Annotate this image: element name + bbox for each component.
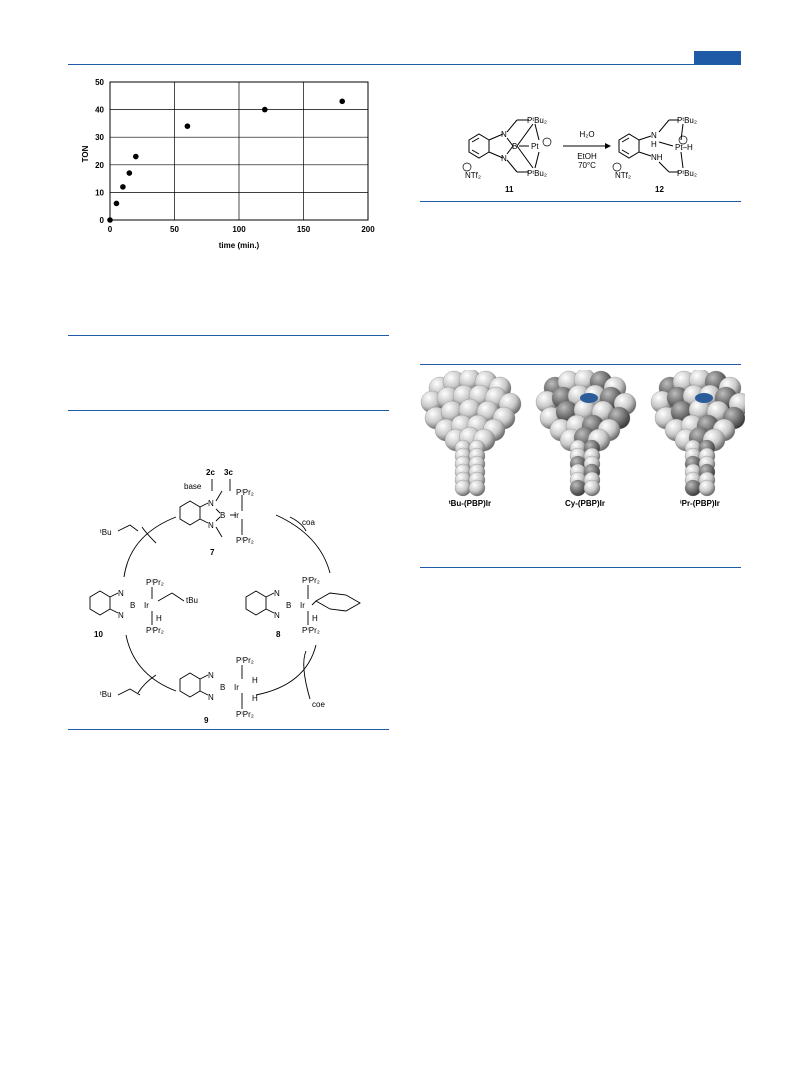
atom-sphere [570,480,586,496]
n-10b: N [118,611,124,620]
data-point [339,99,345,105]
anion-charge-icon-12 [613,163,621,171]
b-8: B [286,601,292,610]
caption-rule-6 [68,729,389,730]
data-point [120,184,126,190]
n-10a: N [118,589,124,598]
coe-label: coe [312,700,325,709]
cation-charge-icon [543,138,551,146]
y-tick-label: 0 [99,216,104,225]
pipr2-10-bottom: PⁱPr₂ [146,626,164,635]
x-tick-label: 150 [296,225,311,234]
compound-11-structure [469,120,539,172]
ptbu2-top-11: PᵗBu₂ [527,116,547,125]
data-point [133,154,139,160]
pipr2-10-top: PⁱPr₂ [146,578,164,587]
base-label: base [184,482,202,491]
cy-pbp-ir-model [536,370,636,496]
cycle-arrow-9-to-10 [126,635,176,691]
model-label-cy: Cy-(PBP)Ir [564,499,606,508]
n-7a: N [208,499,214,508]
atom-sphere [685,480,701,496]
hydrolysis-scheme [455,110,715,200]
data-point [185,123,191,129]
tbu-pbp-ir-model [421,370,521,496]
compound-12-label: 12 [655,185,664,194]
compound-10-label: 10 [94,630,103,639]
tbu-ethane-release-arrow [142,527,156,543]
y-tick-label: 40 [95,105,104,115]
compound-11-label: 11 [505,185,514,194]
tbu-chain-label: tBu [186,596,199,605]
n-label-11a: N [501,130,507,139]
data-point [127,170,133,176]
pth-label-12: Pt–H [675,143,693,152]
ptbu2-top-12: PᵗBu₂ [677,116,697,125]
data-point [262,107,268,113]
arrowhead-icon [605,143,611,149]
ir-10: Ir [144,601,149,610]
model-label-tbu: ᵗBu-(PBP)Ir [448,499,492,508]
caption-rule-5 [420,567,741,568]
h-9b: H [252,694,258,703]
tbu-ethylene-icon [118,689,140,695]
h-9a: H [252,676,258,685]
tbu-alkane-label: ᵗBu [100,528,112,537]
pipr2-8-top: PⁱPr₂ [302,576,320,585]
pipr2-8-bottom: PⁱPr₂ [302,626,320,635]
atom-sphere [699,480,715,496]
y-axis-label: TON [81,145,90,163]
x-tick-label: 200 [361,225,375,234]
compound-7-label: 7 [210,548,215,557]
coa-label: coa [302,518,315,527]
tbu-alkene-label: ᵗBu [100,690,112,699]
y-tick-label: 30 [95,133,104,143]
model-label-ipr: ⁱPr-(PBP)Ir [680,499,720,508]
iridium-center [695,393,713,403]
catalytic-cycle-scheme [80,465,380,725]
reagent-water: H₂O [579,130,595,139]
y-tick-label: 50 [95,78,104,87]
ptbu2-bottom-12: PᵗBu₂ [677,169,697,178]
atom-sphere [455,480,471,496]
ipr-pbp-ir-model [651,370,745,496]
page-header-tab [694,51,741,64]
atom-sphere [584,480,600,496]
n-8b: N [274,611,280,620]
b-10: B [130,601,136,610]
pipr2-9-top: PⁱPr₂ [236,656,254,665]
reagent-2c-label: 2c [206,468,215,477]
data-point [114,201,120,207]
x-axis-label: time (min.) [218,241,260,250]
b-7: B [220,511,226,520]
y-tick-label: 10 [95,188,104,198]
ir-7: Ir [234,511,239,520]
h-label-12: H [651,140,657,149]
ptbu2-bottom-11: PᵗBu₂ [527,169,547,178]
n-9a: N [208,671,214,680]
y-tick-label: 20 [95,160,104,170]
iridium-center [580,393,598,403]
space-filling-models [415,370,745,520]
caption-rule-2 [68,410,389,411]
caption-rule-4 [420,364,741,365]
tbu-ethane-icon [118,525,138,531]
pipr2-7-bottom: PⁱPr₂ [236,536,254,545]
nh-label-12: NH [651,153,663,162]
ir-9: Ir [234,683,239,692]
x-tick-label: 100 [232,225,246,234]
ton-vs-time-chart [70,72,390,262]
b-label-11: B [512,142,518,151]
anion-charge-icon [463,163,471,171]
x-tick-label: 50 [170,225,179,234]
h-8: H [312,614,318,623]
n-8a: N [274,589,280,598]
b-9: B [220,683,226,692]
pipr2-9-bottom: PⁱPr₂ [236,710,254,719]
n-label-12: N [651,131,657,140]
n-7b: N [208,521,214,530]
pipr2-7-top: PⁱPr₂ [236,488,254,497]
pt-label-11: Pt [531,142,539,151]
chart-grid [110,82,368,220]
data-point [107,217,113,223]
caption-rule-1 [68,335,389,336]
ntf2-label-11: NTf₂ [465,171,481,180]
coe-release-arrow [304,651,310,699]
ir-8: Ir [300,601,305,610]
caption-rule-3 [420,201,741,202]
n-9b: N [208,693,214,702]
atom-sphere [469,480,485,496]
ntf2-label-12: NTf₂ [615,171,631,180]
h-10: H [156,614,162,623]
page-header-rule [68,64,741,65]
x-tick-label: 0 [107,225,113,234]
tbu-ethylene-arrow [138,675,156,693]
reagent-3c-label: 3c [224,468,233,477]
reagent-temperature: 70°C [578,161,596,170]
reagent-ethanol: EtOH [577,152,597,161]
compound-9-label: 9 [204,716,209,725]
n-label-11b: N [501,154,507,163]
compound-8-label: 8 [276,630,281,639]
